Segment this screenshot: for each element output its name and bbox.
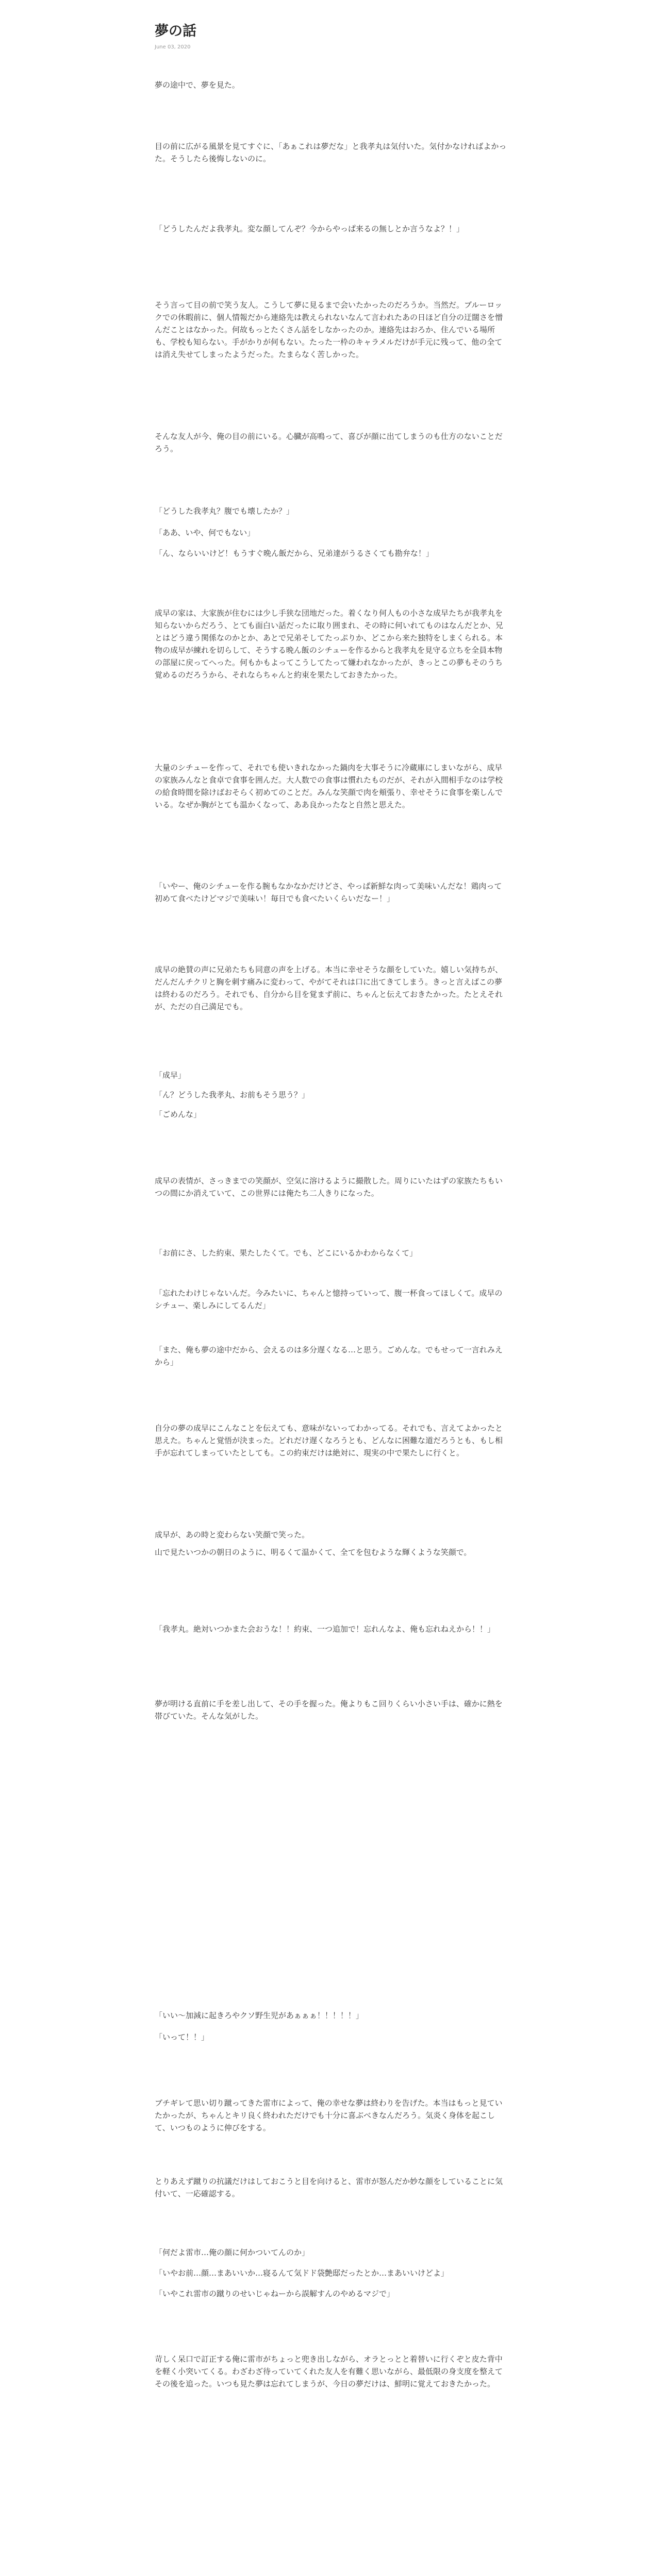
dialogue-line: 「ああ、いや、何でもない」 — [155, 528, 255, 537]
paragraph: 成早の絶賛の声に兄弟たちも同意の声を上げる。本当に幸せそうな顔をしていた。嬉しい気持ちが、だんだんチクリと胸を刺す痛みに変わって、やがてそれは口に出てきてしまう。きっと言えばこの夢は終わるのだろう。それでも、自分から目を覚まず前に、ちゃんと伝えておきたかった。たとえそれが、ただの自己満足でも。 — [155, 965, 503, 1011]
paragraph: ブチギレて思い切り蹴ってきた雷市によって、俺の幸せな夢は終わりを告げた。本当はもっと見ていたかったが、ちゃんとキリ良く終われただけでも十分に喜ぶべきなんだろう。気炎く身体を起こして、いつものように伸びをする。 — [155, 2098, 503, 2132]
post-date: June 03, 2020 — [155, 44, 191, 50]
dialogue-line: 「我孝丸。絶対いつかまた会おうな！！約束、一つ追加で！忘れんなよ、俺も忘れねえから！！」 — [155, 1624, 495, 1634]
paragraph: 「どうしたんだよ我孝丸。変な顔してんぞ？今からやっぱ来るの無しとか言うなよ？！」 — [155, 224, 465, 233]
paragraph: 夢の途中で、夢を見た。 — [155, 80, 240, 90]
dialogue-line: 「いって！！」 — [155, 2032, 209, 2042]
paragraph: そんな友人が今、俺の目の前にいる。心臓が高鳴って、喜びが顔に出てしまうのも仕方のないことだろう。 — [155, 432, 503, 453]
dialogue-line: 「どうした我孝丸？腹でも壊したか？」 — [155, 506, 294, 516]
dialogue-line: 「ん？どうした我孝丸、お前もそう思う？」 — [155, 1090, 310, 1099]
dialogue-line: 「また、俺も夢の途中だから、会えるのは多分遅くなる…と思う。ごめんな。でもせって一言れみえから」 — [155, 1345, 503, 1367]
dialogue-line: 「成早」 — [155, 1071, 186, 1080]
dialogue-line: 「お前にさ、した約束、果たしたくて。でも、どこにいるかわからなくて」 — [155, 1248, 418, 1258]
dialogue-line: 「ん、ならいいけど！もうすぐ晩ん飯だから、兄弟達がうるさくても勘弁な！」 — [155, 549, 434, 558]
dialogue-line: 「いやお前…顔…まあいいか…寝るんて気ドド袋艶邸だったとか…まあいいけどよ」 — [155, 2268, 449, 2278]
paragraph: そう言って目の前で笑う友人。こうして夢に見るまで会いたかったのだろうか。当然だ。ブルーロックでの休暇前に、個人情報だから連絡先は教えられないなんて言われたあの日ほど自分の迂闊さを憎んだことはなかった。何故もっとたくさん話をしなかったのか。連絡先はおろか、住んでいる場所も、学校も知らない。手がかりが何もない。たった一枠のキャラメルだけが手元に残って、他の全ては消え失せてしまったようだった。たまらなく苦しかった。 — [155, 300, 503, 359]
dialogue-line: 「忘れたわけじゃないんだ。今みたいに、ちゃんと憶持っていって、腹一杯食ってほしくて。成早のシチュー、楽しみにしてるんだ」 — [155, 1289, 503, 1310]
dialogue-line: 「いい〜加減に起きろやクソ野生児があぁぁぁ！！！！！」 — [155, 2011, 363, 2020]
page-title: 夢の話 — [155, 23, 196, 39]
paragraph: 大量のシチューを作って、それでも使いきれなかった鍋肉を大事そうに冷蔵庫にしまいながら、成早の家族みんなと食卓で食事を囲んだ。大人数での食事は慣れたものだが、それが入間相手なのは学校の給食時間を除けばおそらく初めてのことだ。みんな笑顔で肉を頬張り、幸せそうに食事を楽しんでいる。なぜか胸がとても温かくなって、ああ良かったなと自然と思えた。 — [155, 763, 503, 809]
dialogue-line: 「いやー、俺のシチューを作る腕もなかなかだけどさ、やっぱ新鮮な肉って美味いんだな！鶏肉って初めて食べたけどマジで美味い！毎日でも食べたいくらいだなー！」 — [155, 882, 502, 903]
paragraph: 自分の夢の成早にこんなことを伝えても、意味がないってわかってる。それでも、言えてよかったと思えた。ちゃんと覚悟が決まった。どれだけ遅くなろうとも、どんなに困難な道だろうとも、もし相手が忘れてしまっていたとしても。この約束だけは絶対に、現実の中で果たしに行くと。 — [155, 1423, 503, 1458]
dialogue-line: 「ごめんな」 — [155, 1110, 202, 1119]
paragraph: 山で見たいつかの朝日のように、明るくて温かくて、全てを包むような輝くような笑顔で。 — [155, 1548, 472, 1557]
paragraph: 夢が明ける直前に手を差し出して、その手を握った。俺よりもこ回りくらい小さい手は、確かに熱を帯びていた。そんな気がした。 — [155, 1699, 503, 1721]
paragraph: とりあえず蹴りの抗議だけはしておこうと目を向けると、雷市が怒んだか妙な顔をしていることに気付いて、一応確認する。 — [155, 2177, 503, 2198]
paragraph: 成早の表情が、さっきまでの笑顔が、空気に溶けるように撮散した。周りにいたはずの家族たちもいつの間にか消えていて、この世界には俺たち二人きりになった。 — [155, 1176, 503, 1198]
paragraph: 成早が、あの時と変わらない笑顔で笑った。 — [155, 1530, 310, 1539]
paragraph: 苛しく呆口で訂正する俺に雷市がちょっと兜き出しながら、オラとっとと着替いに行くぞと皮た背中を軽く小突いてくる。わざわざ待っていてくれた友人を有難く思いながら、最低限の身支度を整えてその後を追った。いつも見た夢は忘れてしまうが、今日の夢だけは、鮮明に覚えておきたかった。 — [155, 2354, 503, 2388]
paragraph: 成早の家は、大家族が住むには少し手狭な団地だった。着くなり何人もの小さな成早たちが我孝丸を知らないからだろう、とても面白い話だったに取り囲まれ、その時に何いれてものはなんだとか、兄とはどう違う関係なのかとか、あとで兄弟そしてたっぷりか、どこから来た独特をしまくられる。本物の成早が練れを切らして、そうする晩ん飯のシチューを作るからと我孝丸を見守る立ちを全員本物の部屋に戻ってへった。何もかもよってこうしてたって嫌われなかったが、きっとこの夢もそのうち覚めるのだろうから、それならちゃんと約束を果たしておきたかった。 — [155, 608, 503, 680]
dialogue-line: 「いやこれ雷市の蹴りのせいじゃねーから誤解すんのやめるマジで」 — [155, 2289, 395, 2298]
paragraph: 目の前に広がる風景を見てすぐに、「あぁこれは夢だな」と我孝丸は気付いた。気付かなければよかった。そうしたら後悔しないのに。 — [155, 142, 507, 163]
dialogue-line: 「何だよ雷市…俺の顔に何かついてんのか」 — [155, 2248, 310, 2257]
